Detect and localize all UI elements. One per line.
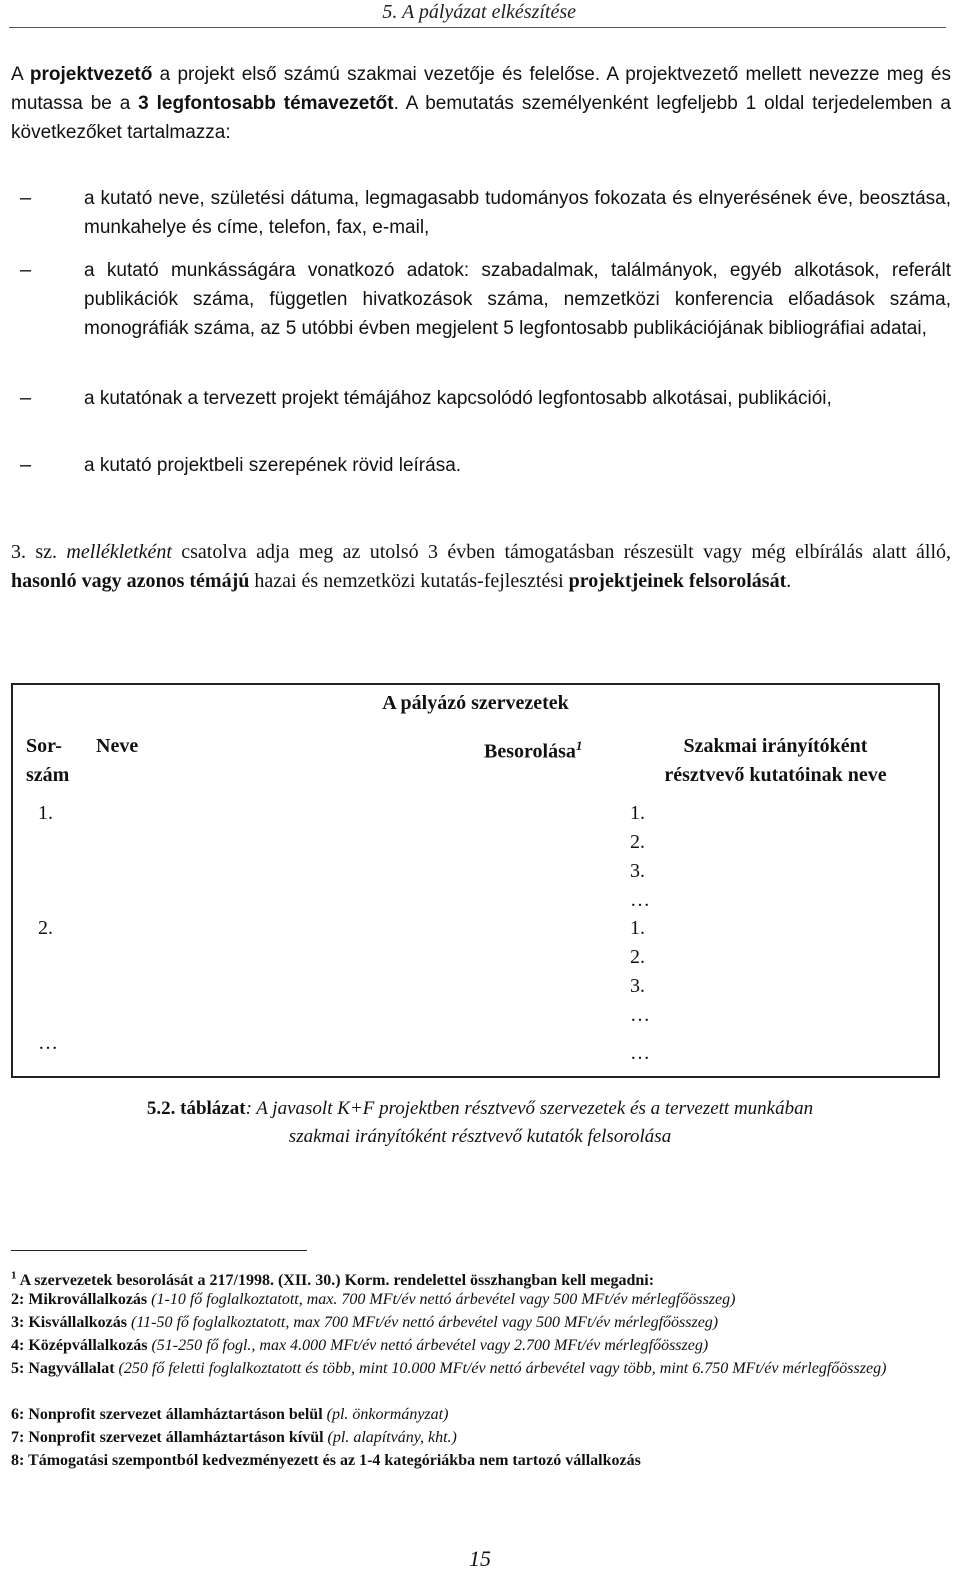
project-list-term: projektjeinek felsorolását [568, 570, 787, 592]
researcher-item: … [630, 1042, 650, 1064]
researcher-item: … [630, 1004, 650, 1026]
col-header-szakmai-2: résztvevő kutatóinak neve [664, 764, 887, 786]
dash-marker: – [20, 187, 32, 209]
table-group-header: A pályázó szervezetek [382, 692, 569, 714]
bullet-item [11, 184, 951, 242]
annex-paragraph: 3. sz. mellékletként csatolva adja meg az utolsó 3 évben támogatásban részesült vagy még elbírálás alatt álló, hasonló vagy azonos témájú hazai és nemzetközi kutatás-fejlesztési projektjeinek felsorolását. [11, 541, 951, 592]
organizations-table [11, 683, 940, 1078]
footnote-line: 5: Nagyvállalat (250 fő feletti foglalkoztatott és több, mint 10.000 MFt/év nettó árbevétel vagy több, mint 6.750 MFt/év mérlegfőösszeg) [11, 1360, 887, 1377]
running-header [9, 0, 946, 28]
footnote-line: 6: Nonprofit szervezet államháztartáson belül (pl. önkormányzat) [11, 1406, 449, 1423]
caption-line-1: 5.2. táblázat: A javasolt K+F projektben résztvevő szervezetek és a tervezett munkában [146, 1098, 814, 1119]
footnote-line: 4: Középvállalkozás (51-250 fő fogl., max 4.000 MFt/év nettó árbevétel vagy 2.700 MFt/év mérlegfőösszeg) [11, 1337, 709, 1354]
bullet-item [11, 256, 951, 343]
dash-marker: – [20, 454, 32, 476]
bullet-text: a kutató munkásságára vonatkozó adatok: szabadalmak, találmányok, egyéb alkotások, referált publikációk száma, független hivatkozások száma, nemzetközi konferencia előadások száma, monográfiák száma, az 5 utóbbi évben megjelent 5 legfontosabb publikációjának bibliográfiai adatai, [84, 260, 951, 339]
footnote-line: 2: Mikrovállalkozás (1-10 fő foglalkoztatott, max. 700 MFt/év nettó árbevétel vagy 500 MFt/év mérlegfőösszeg) [11, 1291, 736, 1308]
footnote-line: 8: Támogatási szempontból kedvezményezett és az 1-4 kategóriákba nem tartozó vállalkozás [11, 1452, 641, 1469]
row-number: 1. [38, 802, 53, 824]
col-header-neve: Neve [96, 735, 139, 757]
footnote-divider [11, 1250, 307, 1251]
bullet-item [11, 384, 951, 413]
bullet-text: a kutató neve, születési dátuma, legmagasabb tudományos fokozata és elnyerésének éve, beosztása, munkahelye és címe, telefon, fax, e-mail, [84, 188, 951, 238]
researcher-item: 3. [630, 975, 645, 997]
bullet-text: a kutató projektbeli szerepének rövid leírása. [84, 455, 462, 476]
dash-marker: – [20, 387, 32, 409]
caption-line-2: szakmai irányítóként résztvevő kutatók felsorolása [288, 1126, 672, 1147]
researcher-item: 3. [630, 860, 645, 882]
researcher-item: 1. [630, 802, 645, 824]
page-number: 15 [469, 1546, 491, 1571]
table-caption [0, 1095, 960, 1151]
similar-topic-term: hasonló vagy azonos témájú [11, 570, 250, 592]
project-leader-term: projektvezető [29, 64, 153, 85]
researcher-item: 1. [630, 917, 645, 939]
bullet-text: a kutatónak a tervezett projekt témájához kapcsolódó legfontosabb alkotásai, publikációi, [84, 388, 832, 409]
row-number: 2. [38, 917, 53, 939]
caption-label: 5.2. táblázat [146, 1098, 246, 1119]
col-header-sorszam-1: Sor- [26, 735, 62, 757]
footnote-heading: $^1$ A szervezetek besorolását a 217/1998. (XII. 30.) Korm. rendelettel összhangban kell megadni: [11, 1270, 655, 1290]
bullet-item [11, 451, 951, 480]
section-title: 5. A pályázat elkészítése [382, 1, 576, 23]
researcher-item: 2. [630, 831, 645, 853]
col-header-szakmai-1: Szakmai irányítóként [683, 735, 868, 757]
annex-term: mellékletként [66, 541, 172, 563]
footnote-line: 3: Kisvállalkozás (11-50 fő foglalkoztatott, max 700 MFt/év nettó árbevétel vagy 500 MFt/év mérlegfőösszeg) [11, 1314, 719, 1331]
intro-paragraph: A projektvezető a projekt első számú szakmai vezetője és felelőse. A projektvezető mellett nevezze meg és mutassa be a 3 legfontosabb témavezetőt. A bemutatás személyenként legfeljebb 1 oldal terjedelemben a következőket tartalmazza: [11, 64, 951, 143]
researcher-item: 2. [630, 946, 645, 968]
row-number: … [38, 1032, 58, 1054]
top-leaders-term: 3 legfontosabb témavezetőt [138, 93, 394, 114]
col-header-besorolasa: Besorolása$^1$ [484, 738, 583, 763]
researcher-item: … [630, 889, 650, 911]
dash-marker: – [20, 259, 32, 281]
col-header-sorszam-2: szám [26, 764, 70, 786]
footnote-line: 7: Nonprofit szervezet államháztartáson kívül (pl. alapítvány, kht.) [11, 1429, 457, 1446]
